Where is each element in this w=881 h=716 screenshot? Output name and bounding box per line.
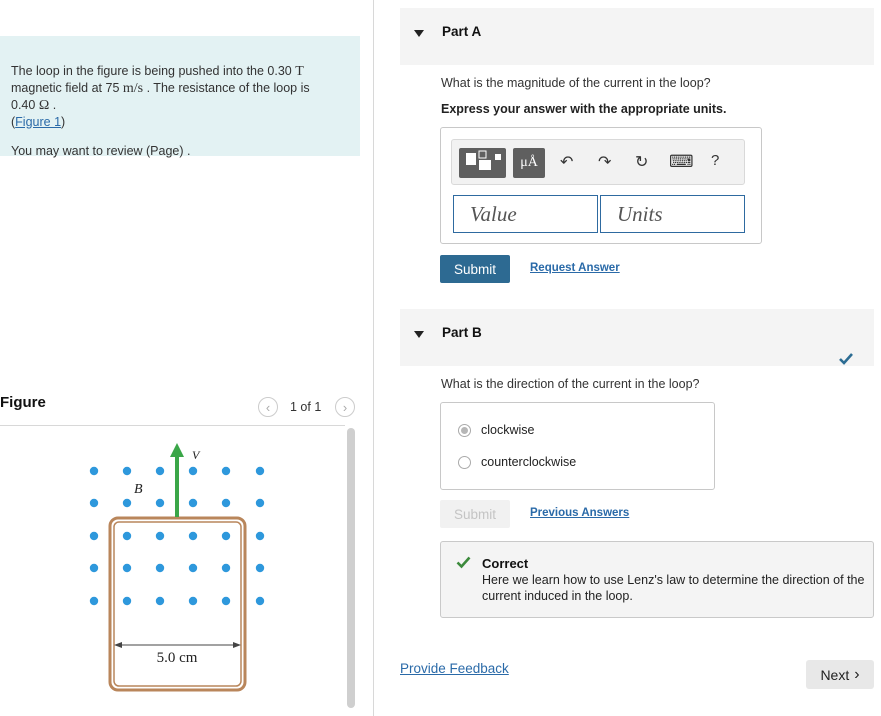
- reset-icon[interactable]: ↻: [635, 154, 649, 171]
- correct-title: Correct: [482, 556, 529, 571]
- field-dot: [256, 467, 264, 475]
- collapse-triangle-icon: [414, 331, 424, 338]
- collapse-triangle-icon: [414, 30, 424, 37]
- redo-icon[interactable]: ↷: [598, 154, 612, 171]
- chevron-right-icon: ›: [342, 399, 348, 415]
- field-dot: [189, 499, 197, 507]
- field-dot: [123, 467, 131, 475]
- field-dot: [222, 564, 230, 572]
- part-b-header[interactable]: [400, 309, 874, 366]
- value-input[interactable]: Value: [453, 195, 598, 233]
- correct-feedback-box: [440, 541, 874, 618]
- next-figure-button[interactable]: [335, 397, 355, 417]
- field-dot: [222, 532, 230, 540]
- velocity-arrow-head: [170, 443, 184, 457]
- option-clockwise-label[interactable]: clockwise: [481, 423, 535, 437]
- field-dot: [156, 467, 164, 475]
- templates-icon: [459, 148, 506, 178]
- next-label: Next: [820, 666, 850, 683]
- figure-link[interactable]: Figure 1: [15, 114, 62, 129]
- field-dot: [90, 597, 98, 605]
- field-dot: [90, 499, 98, 507]
- next-button[interactable]: [806, 660, 874, 689]
- math-toolbar: [451, 139, 745, 185]
- velocity-label: V: [192, 448, 200, 462]
- units-button[interactable]: μÅ: [513, 148, 545, 178]
- field-dot: [256, 564, 264, 572]
- field-dot: [189, 564, 197, 572]
- figure-pager: 1 of 1: [290, 400, 322, 414]
- field-label: B: [134, 482, 143, 497]
- field-dot: [256, 499, 264, 507]
- correct-explanation: Here we learn how to use Lenz's law to determine the direction of the current induced in the loop.: [482, 573, 865, 603]
- review-text: You may want to review (Page) .: [11, 144, 191, 158]
- part-a-header[interactable]: [400, 8, 874, 65]
- provide-feedback-link[interactable]: Provide Feedback: [400, 661, 509, 676]
- problem-text-4: 0.40: [11, 97, 39, 112]
- loop-figure: [70, 435, 290, 700]
- figure-scrollbar[interactable]: [347, 428, 355, 708]
- field-dot: [123, 564, 131, 572]
- field-dot: [222, 467, 230, 475]
- field-dot: [222, 499, 230, 507]
- panel-divider: [373, 0, 374, 716]
- unit-ohm: Ω: [38, 97, 50, 113]
- field-dot: [222, 597, 230, 605]
- field-dot: [256, 597, 264, 605]
- field-dot: [189, 467, 197, 475]
- correct-check-icon: [456, 556, 471, 569]
- request-answer-link[interactable]: Request Answer: [530, 262, 620, 274]
- part-b-title: Part B: [442, 325, 482, 340]
- problem-text-5: .: [49, 97, 57, 112]
- field-dot: [90, 564, 98, 572]
- field-dot: [90, 467, 98, 475]
- help-icon[interactable]: ?: [711, 152, 720, 169]
- part-a-instruction: Express your answer with the appropriate units.: [441, 102, 727, 116]
- figure-title: Figure: [0, 394, 46, 411]
- templates-button[interactable]: [459, 148, 506, 178]
- check-mark-icon: [838, 352, 854, 366]
- chevron-left-icon: ‹: [265, 399, 271, 415]
- problem-text-2: magnetic field at 75: [11, 80, 123, 95]
- part-a-submit-button[interactable]: Submit: [440, 255, 510, 283]
- field-dot: [123, 499, 131, 507]
- chevron-right-icon: ›: [854, 665, 860, 683]
- field-dot: [123, 532, 131, 540]
- option-counterclockwise-label[interactable]: counterclockwise: [481, 455, 577, 469]
- part-b-question: What is the direction of the current in the loop?: [441, 377, 700, 391]
- unit-velocity: m/s: [122, 80, 144, 96]
- field-dot: [189, 597, 197, 605]
- field-dot: [189, 532, 197, 540]
- field-dot: [156, 564, 164, 572]
- dimension-arrow-right: [233, 642, 241, 648]
- field-dot: [123, 597, 131, 605]
- field-dot: [90, 532, 98, 540]
- radio-clockwise[interactable]: [458, 424, 471, 437]
- field-dot: [156, 532, 164, 540]
- problem-text-1: The loop in the figure is being pushed into the 0.30: [11, 63, 296, 78]
- part-b-submit-button[interactable]: Submit: [440, 500, 510, 528]
- part-a-question: What is the magnitude of the current in the loop?: [441, 76, 711, 90]
- unit-tesla: T: [295, 63, 304, 79]
- radio-counterclockwise[interactable]: [458, 456, 471, 469]
- answer-choices: [440, 402, 715, 490]
- dimension-label: 5.0 cm: [156, 650, 198, 666]
- problem-text: The loop in the figure is being pushed into the 0.30 T magnetic field at 75 m/s . The resistance of the loop is 0.40 Ω . (Figure 1) You may want to review (Page) .: [11, 50, 351, 173]
- part-a-title: Part A: [442, 24, 482, 39]
- field-dot: [156, 499, 164, 507]
- field-dot: [156, 597, 164, 605]
- problem-text-3: . The resistance of the loop is: [143, 80, 310, 95]
- previous-answers-link[interactable]: Previous Answers: [530, 507, 630, 519]
- keyboard-icon[interactable]: ⌨: [669, 152, 694, 171]
- field-dot: [256, 532, 264, 540]
- figure-divider: [0, 425, 345, 426]
- prev-figure-button[interactable]: [258, 397, 278, 417]
- units-input[interactable]: Units: [600, 195, 745, 233]
- undo-icon[interactable]: ↶: [560, 154, 574, 171]
- dimension-arrow-left: [114, 642, 122, 648]
